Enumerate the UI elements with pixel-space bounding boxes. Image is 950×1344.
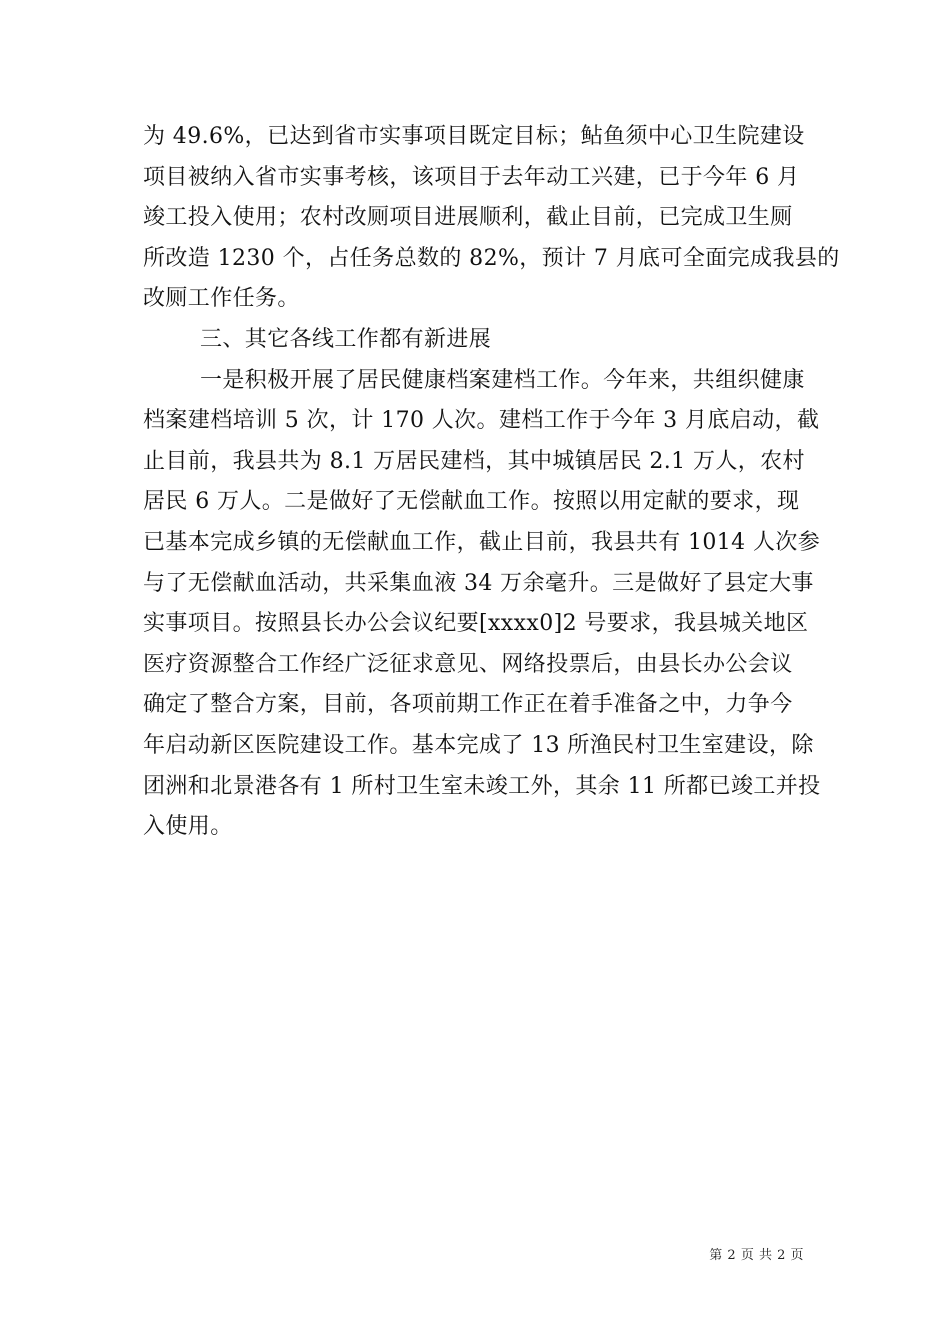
text-line: 与了无偿献血活动，共采集血液 34 万余毫升。三是做好了县定大事	[143, 570, 814, 596]
text-line: 项目被纳入省市实事考核，该项目于去年动工兴建，已于今年 6 月	[143, 164, 800, 190]
section-heading: 三、其它各线工作都有新进展	[200, 326, 492, 352]
text-line: 改厕工作任务。	[143, 286, 300, 312]
text-line: 已基本完成乡镇的无偿献血工作，截止目前，我县共有 1014 人次参	[143, 529, 821, 555]
text-line: 居民 6 万人。二是做好了无偿献血工作。按照以用定献的要求，现	[143, 489, 800, 515]
text-line: 医疗资源整合工作经广泛征求意见、网络投票后，由县长办公会议	[143, 651, 793, 677]
text-line: 一是积极开展了居民健康档案建档工作。今年来，共组织健康	[200, 367, 805, 393]
text-line: 团洲和北景港各有 1 所村卫生室未竣工外，其余 11 所都已竣工并投	[143, 773, 821, 799]
text-line: 确定了整合方案，目前，各项前期工作正在着手准备之中，力争今	[143, 692, 793, 718]
text-line: 为 49.6%，已达到省市实事项目既定目标；鲇鱼须中心卫生院建设	[143, 124, 805, 149]
text-line: 止目前，我县共为 8.1 万居民建档，其中城镇居民 2.1 万人，农村	[143, 448, 805, 474]
text-line: 所改造 1230 个，占任务总数的 82%，预计 7 月底可全面完成我县的	[143, 245, 840, 271]
text-line: 实事项目。按照县长办公会议纪要[xxxx0]2 号要求，我县城关地区	[143, 611, 809, 637]
text-line: 档案建档培训 5 次，计 170 人次。建档工作于今年 3 月底启动，截	[143, 408, 820, 434]
page-number: 第 2 页 共 2 页	[709, 1248, 804, 1263]
text-line: 年启动新区医院建设工作。基本完成了 13 所渔民村卫生室建设，除	[143, 732, 814, 758]
body-text	[143, 117, 840, 848]
text-line: 入使用。	[143, 814, 233, 840]
text-line: 竣工投入使用；农村改厕项目进展顺利，截止目前，已完成卫生厕	[143, 205, 793, 231]
